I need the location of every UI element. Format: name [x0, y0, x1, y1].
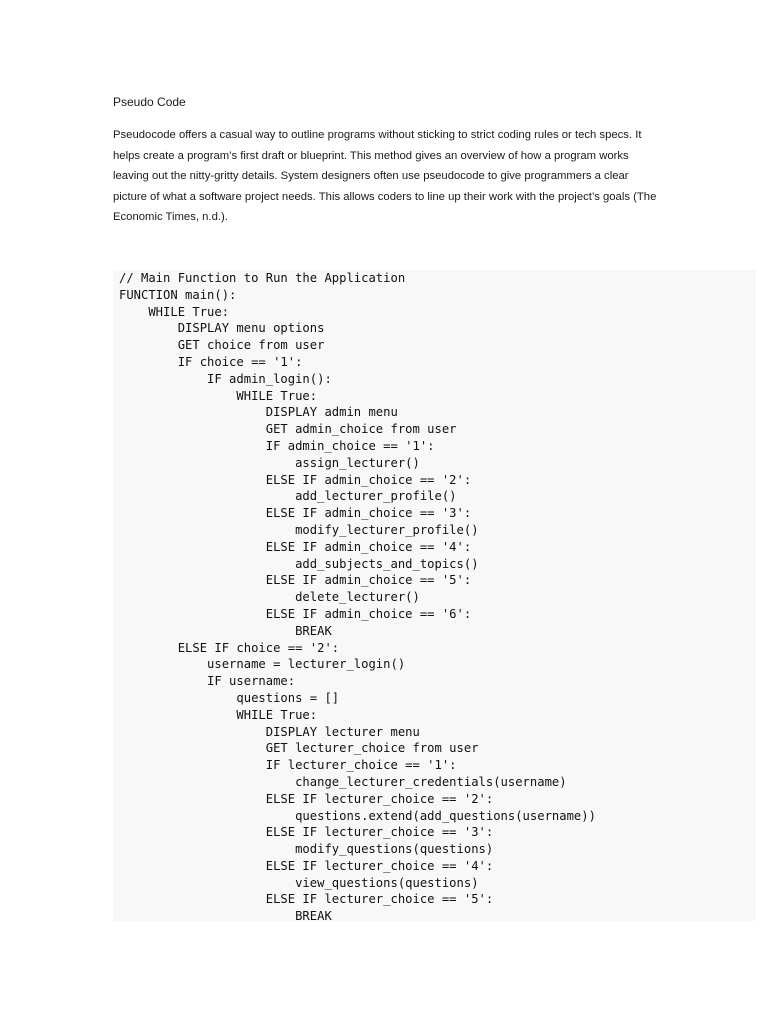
- code-line: DISPLAY lecturer menu: [119, 724, 420, 739]
- code-line: ELSE IF choice == '2':: [119, 640, 340, 655]
- code-line: FUNCTION main():: [119, 287, 237, 302]
- code-line: add_subjects_and_topics(): [119, 556, 479, 571]
- code-line: // Main Function to Run the Application: [119, 271, 406, 285]
- code-line: ELSE IF lecturer_choice == '5':: [119, 892, 494, 907]
- code-line: DISPLAY menu options: [119, 321, 325, 336]
- code-line: IF lecturer_choice == '1':: [119, 758, 457, 773]
- code-line: ELSE IF lecturer_choice == '2':: [119, 791, 494, 806]
- code-line: delete_lecturer(): [119, 590, 420, 605]
- code-line: WHILE True:: [119, 304, 230, 319]
- code-line: ELSE IF admin_choice == '2':: [119, 472, 472, 487]
- code-line: add_lecturer_profile(): [119, 489, 457, 504]
- code-line: ELSE IF admin_choice == '4':: [119, 539, 472, 554]
- code-line: change_lecturer_credentials(username): [119, 774, 567, 789]
- code-line: WHILE True:: [119, 388, 318, 403]
- code-line: questions.extend(add_questions(username)): [119, 808, 596, 823]
- code-line: ELSE IF admin_choice == '5':: [119, 573, 472, 588]
- code-line: ELSE IF admin_choice == '3':: [119, 506, 472, 521]
- section-heading: Pseudo Code: [113, 95, 186, 109]
- code-line: BREAK: [119, 623, 332, 638]
- code-line: assign_lecturer(): [119, 455, 420, 470]
- pseudocode-block: [113, 270, 756, 921]
- code-line: GET choice from user: [119, 338, 325, 353]
- code-line: ELSE IF lecturer_choice == '4':: [119, 858, 494, 873]
- code-line: ELSE IF admin_choice == '6':: [119, 606, 472, 621]
- code-line: IF admin_choice == '1':: [119, 438, 435, 453]
- code-line: BREAK: [119, 909, 332, 921]
- code-line: questions = []: [119, 690, 340, 705]
- code-line: IF choice == '1':: [119, 354, 303, 369]
- pseudocode-lines: [119, 270, 596, 921]
- code-line: username = lecturer_login(): [119, 657, 406, 672]
- code-line: DISPLAY admin menu: [119, 405, 398, 420]
- code-line: modify_questions(questions): [119, 842, 494, 857]
- code-line: ELSE IF lecturer_choice == '3':: [119, 825, 494, 840]
- code-line: view_questions(questions): [119, 875, 479, 890]
- code-line: GET admin_choice from user: [119, 422, 457, 437]
- code-line: IF admin_login():: [119, 371, 332, 386]
- code-line: GET lecturer_choice from user: [119, 741, 479, 756]
- code-line: modify_lecturer_profile(): [119, 522, 479, 537]
- code-line: WHILE True:: [119, 707, 318, 722]
- intro-paragraph: Pseudocode offers a casual way to outline programs without sticking to strict coding rules or tech specs. It helps create a program’s first draft or blueprint. This method gives an overview of how a program works leaving out the nitty-gritty details. System designers often use pseudocode to give programmers a clear picture of what a software project needs. This allows coders to line up their work with the project’s goals (The Economic Times, n.d.).: [113, 129, 657, 223]
- code-line: IF username:: [119, 674, 296, 689]
